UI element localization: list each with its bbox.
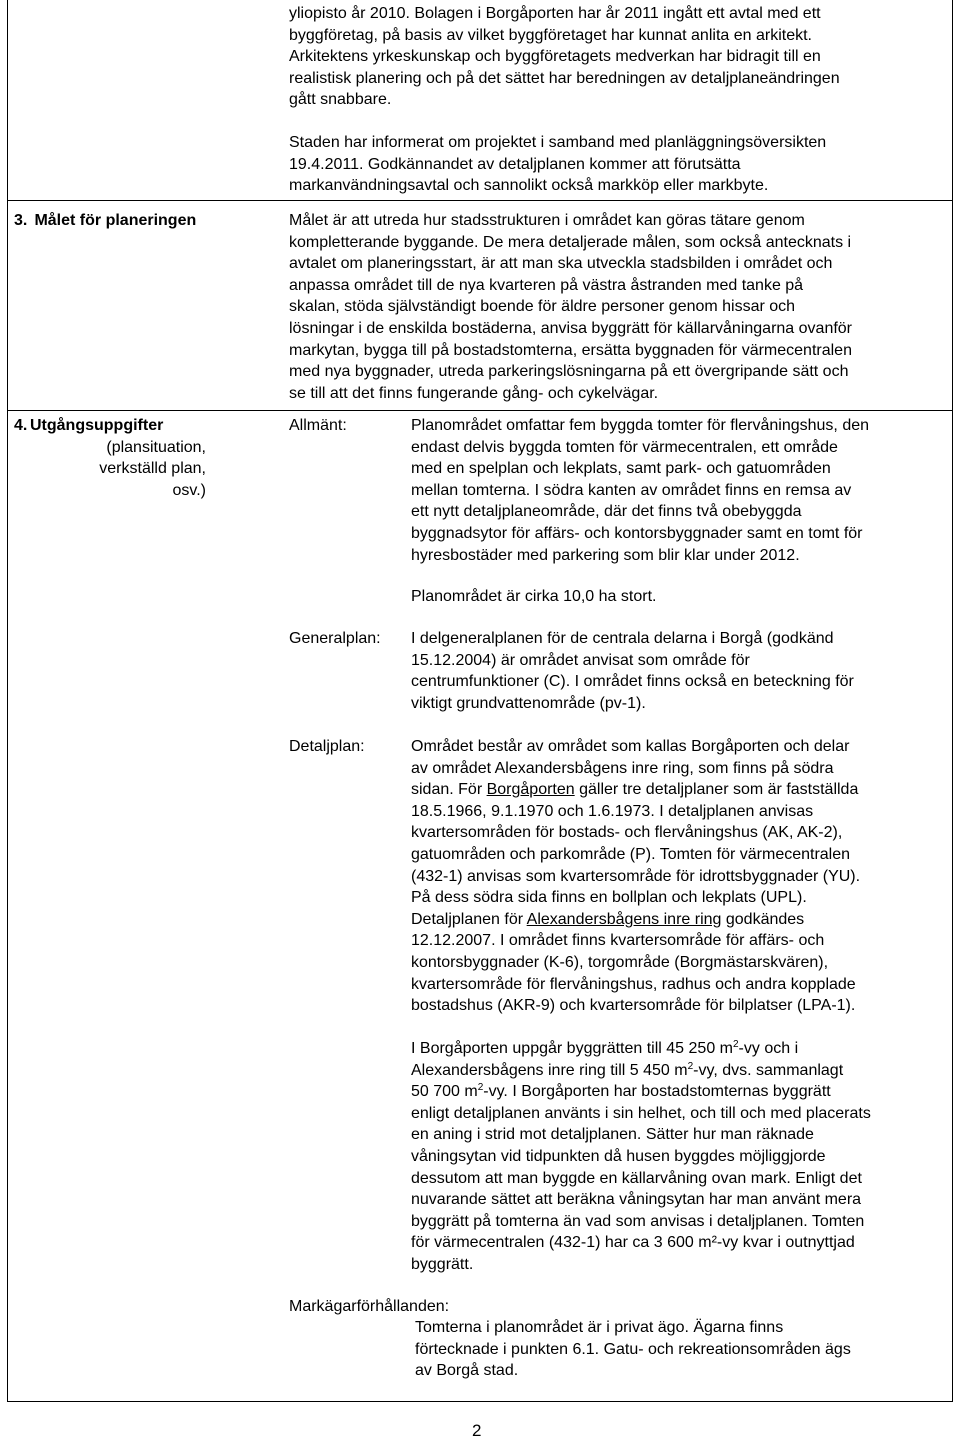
text-line: 12.12.2007. I området finns kvartersområde för affärs- och (411, 932, 825, 950)
borgaporten-link[interactable]: Borgåporten (486, 781, 575, 799)
text-line: byggföretag, på basis av vilket byggföretaget har kunnat anlita en arkitekt. (289, 26, 812, 44)
section-4-heading (14, 415, 206, 501)
section-3-body (289, 210, 852, 404)
text-line: av området Alexandersbågens inre ring, som finns på södra (411, 759, 834, 777)
text-line: kompletterande byggande. De mera detaljerade målen, som också antecknats i (289, 233, 852, 251)
row-separator-4 (8, 410, 952, 411)
text-line: avtalet om planeringsstart, är att man ska utveckla stadsbilden i området och (289, 255, 833, 273)
text-line: 19.4.2011. Godkännandet av detaljplanen kommer att förutsätta (289, 155, 741, 173)
generalplan-label: Generalplan: (289, 630, 381, 647)
text-line: Arkitektens yrkeskunskap och byggföretagets medverkan har bidragit till en (289, 48, 821, 66)
text-line: lösningar i de enskilda bostäderna, anvisa byggrätt för källarvåningarna ovanför (289, 319, 853, 337)
section-number: 4. (14, 417, 28, 434)
allmant-label: Allmänt: (289, 417, 347, 434)
row-separator-3 (8, 200, 952, 201)
byggratt-paragraph (411, 1038, 871, 1276)
text-line: en aning i strid mot detaljplanen. Sätter hur man räknade (411, 1126, 814, 1144)
info-paragraph (289, 132, 826, 197)
text-line: kontorsbyggnader (K-6), torgområde (Borgmästarskvären), (411, 953, 829, 971)
text-line: mellan tomterna. I södra kanten av området finns en remsa av (411, 481, 852, 499)
text-line: markytan, bygga till på bostadstomterna, ersätta byggnaden för värmecentralen (289, 341, 852, 359)
text-line: byggnadsytor för affärs- och kontorsbyggnader samt en tomt för (411, 524, 863, 542)
text-line: Tomterna i planområdet är i privat ägo. Ägarna finns (415, 1319, 784, 1336)
text-line: markanvändningsavtal och sannolikt också markköp eller markbyte. (289, 177, 769, 195)
text-line: nuvarande sättet att beräkna våningsytan har man använt mera (411, 1191, 862, 1209)
text-line: centrumfunktioner (C). I området finns också en beteckning för (411, 673, 854, 691)
text-line: ett nytt detaljplaneområde, där det finns två obebyggda (411, 503, 802, 521)
markagar-body (415, 1317, 851, 1382)
text-line: kvartersområde för flervåningshus, radhus och andra kopplade (411, 975, 856, 993)
section-title-line (14, 415, 206, 437)
text-line: yliopisto år 2010. Bolagen i Borgåporten har år 2011 ingått ett avtal med ett (289, 5, 821, 22)
text-line: kvartersområden för bostads- och flervåningshus (AK, AK-2), (411, 824, 843, 842)
text-line: med nya byggnader, utreda parkeringslösningarna på ett övergripande sätt och (289, 363, 849, 381)
text-line: Planområdet omfattar fem byggda tomter för flervåningshus, den (411, 417, 870, 434)
alexandersbagen-link[interactable]: Alexandersbågens inre ring (526, 910, 722, 928)
text-line: enligt detaljplanen använts i sin helhet, och till och med placerats (411, 1104, 871, 1122)
detaljplan-label: Detaljplan: (289, 738, 365, 755)
text-line: På dess södra sida finns en bollplan och lekplats (UPL). (411, 889, 807, 907)
section-subtitle: (plansituation, (106, 438, 206, 456)
section-3-heading (14, 210, 196, 232)
plan-area-text: Planområdet är cirka 10,0 ha stort. (411, 588, 657, 605)
text-line: hyresbostäder med parkering som blir klar under 2012. (411, 546, 800, 564)
text-line: I delgeneralplanen för de centrala delarna i Borgå (godkänd (411, 630, 834, 647)
intro-paragraph (289, 3, 840, 111)
text-line: Detaljplanen för Alexandersbågens inre ring godkändes (411, 910, 805, 928)
text-line: viktigt grundvattenområde (pv-1). (411, 694, 646, 712)
section-number: 3. (14, 212, 28, 229)
text-line: (432-1) anvisas som kvartersområde för idrottsbyggnader (YU). (411, 867, 861, 885)
text-line: skalan, stöda självständigt boende för äldre personer genom hissar och (289, 298, 796, 316)
page-number: 2 (472, 1421, 482, 1440)
allmant-body (411, 415, 869, 566)
section-subtitle: verkställd plan, (99, 460, 206, 478)
text-line: med en spelplan och lekplats, samt park- och gatuområden (411, 460, 831, 478)
text-line: för värmecentralen (432-1) har ca 3 600 m²-vy kvar i outnyttjad (411, 1234, 855, 1252)
text-line: 15.12.2004) är området anvisat som område för (411, 651, 750, 669)
text-line: anpassa området till de nya kvarteren på västra åstranden med tanke på (289, 276, 804, 294)
section-subtitle: osv.) (172, 481, 206, 499)
detaljplan-body (411, 736, 860, 1017)
text-line: 50 700 $m^2-vy$. I Borgåporten har bostadstomternas byggrätt (411, 1082, 831, 1101)
text-line: Målet är att utreda hur stadsstrukturen i området kan göras tätare genom (289, 212, 805, 229)
text-line: våningsytan vid tidpunkten då husen byggdes möjliggjorde (411, 1147, 826, 1165)
section-title: Utgångsuppgifter (30, 417, 164, 434)
text-line: se till att det finns fungerande gång- och cykelvägar. (289, 384, 659, 402)
text-line: realistisk planering och på det sättet har beredningen av detaljplaneändringen (289, 69, 840, 87)
generalplan-body (411, 628, 854, 714)
text-line: förtecknade i punkten 6.1. Gatu- och rekreationsområden ägs (415, 1340, 851, 1358)
text-line: sidan. För Borgåporten gäller tre detaljplaner som är fastställda (411, 781, 859, 799)
text-line: Staden har informerat om projektet i samband med planläggningsöversikten (289, 134, 827, 151)
text-line: byggrätt på tomterna än vad som anvisas i detaljplanen. Tomten (411, 1212, 865, 1230)
markagar-label: Markägarförhållanden: (289, 1298, 450, 1315)
text-line: Området består av området som kallas Borgåporten och delar (411, 738, 850, 755)
text-line: gatuområden och parkområde (P). Tomten för värmecentralen (411, 845, 851, 863)
text-line: byggrätt. (411, 1255, 474, 1273)
text-line: endast delvis byggda tomten för värmecentralen, ett område (411, 438, 838, 456)
text-line: gått snabbare. (289, 91, 392, 109)
text-line: 18.5.1966, 9.1.1970 och 1.6.1973. I detaljplanen anvisas (411, 802, 814, 820)
text-line: I Borgåporten uppgår byggrätten till 45 250 $m^2-vy$ och i (411, 1039, 799, 1057)
section-title: Målet för planeringen (34, 212, 197, 229)
text-line: bostadshus (AKR-9) och kvartersområde för bilplatser (LPA-1). (411, 997, 856, 1015)
text-line: dessutom att man byggde en källarvåning ovan mark. Enligt det (411, 1169, 862, 1187)
text-line: Alexandersbågens inre ring till 5 450 $m^2-vy$, dvs. sammanlagt (411, 1060, 844, 1079)
text-line: av Borgå stad. (415, 1362, 519, 1380)
